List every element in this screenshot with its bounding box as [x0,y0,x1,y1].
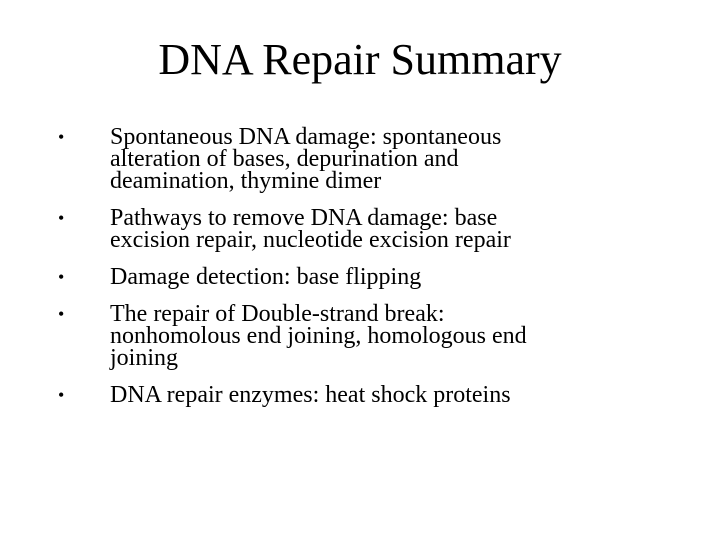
bullet-line: The repair of Double-strand break: [110,301,445,327]
bullet-item [58,303,658,369]
bullet-marker: • [58,304,65,324]
bullet-list [58,126,658,406]
bullet-text [110,303,658,369]
bullet-line: alteration of bases, depurination and [110,146,459,172]
bullet-item [58,384,658,406]
bullet-line: excision repair, nucleotide excision repair [110,227,511,253]
bullet-item [58,207,658,251]
bullet-marker: • [58,208,65,228]
bullet-text [110,207,658,251]
bullet-text [110,266,658,288]
bullet-line: Pathways to remove DNA damage: base [110,205,498,231]
bullet-marker: • [58,267,65,287]
bullet-text [110,126,658,192]
bullet-marker: • [58,385,65,405]
bullet-line: joining [110,345,179,371]
slide-title: DNA Repair Summary [158,35,562,84]
bullet-item [58,126,658,192]
bullet-marker: • [58,127,65,147]
bullet-item [58,266,658,288]
bullet-line: nonhomolous end joining, homologous end [110,323,527,349]
bullet-text [110,384,658,406]
bullet-line: deamination, thymine dimer [110,168,382,194]
bullet-line: DNA repair enzymes: heat shock proteins [110,382,511,408]
bullet-line: Damage detection: base flipping [110,264,422,290]
bullet-line: Spontaneous DNA damage: spontaneous [110,124,502,150]
